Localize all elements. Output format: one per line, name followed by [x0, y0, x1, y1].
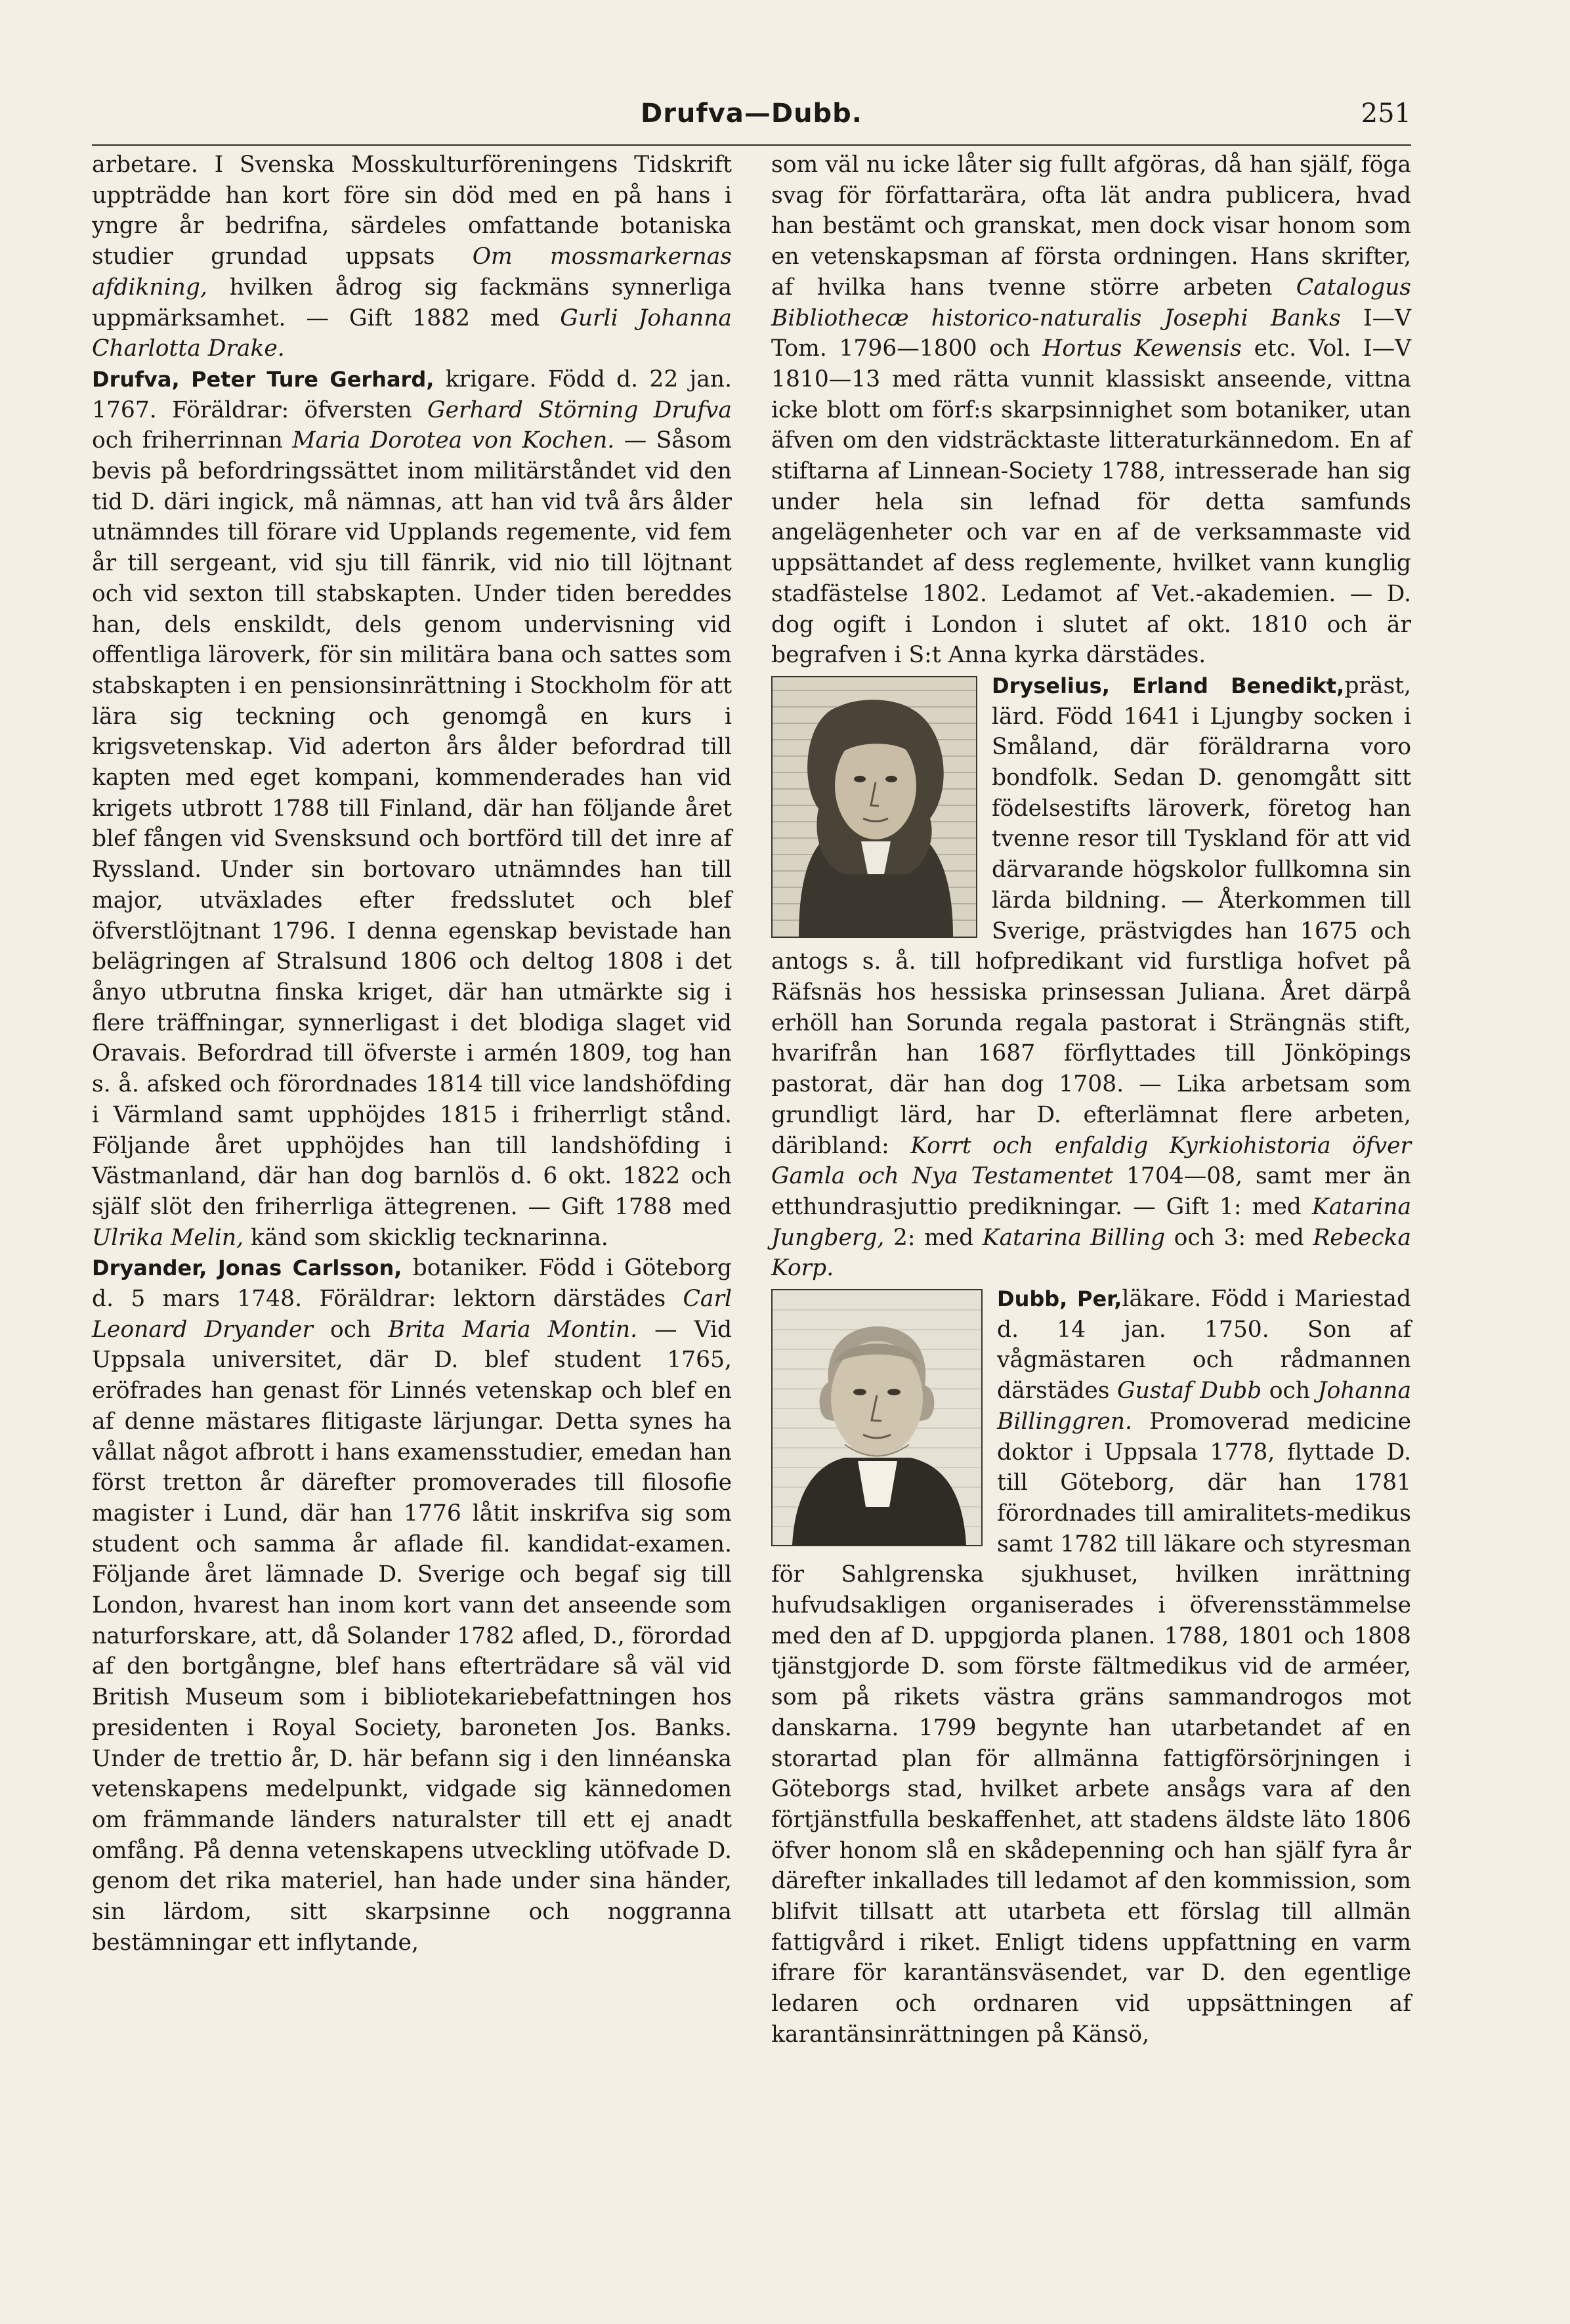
entry-dubb: Dubb, Per, läkare. Född i Mariestad d. 14 jan. 1750. Son af vågmästaren och rådmannen därstädes Gustaf Dubb och Johanna Billinggren. Promoverad medicine doktor i Uppsala 1778, flyttade D. till Göteborg, där han 1781 förordnades till amiralitets-medikus samt 1782 till läkare och styresman för Sahlgrenska sjukhuset, hvilken inrättning hufvudsakligen organiserades i öfverensstämmelse med den af D. uppgjorda planen. 1788, 1801 och 1808 tjänstgjorde D. som förste fältmedikus vid de arméer, som på rikets västra gräns sammandrogos mot danskarna. 1799 begynte han utarbetandet af en storartad plan för allmänna fattigförsörjningen i Göteborgs stad, hvilket arbete ansågs vara af den förtjänstfulla beskaffenhet, att stadens äldste läto 1806 öfver honom slå en skådepenning och han själf fyra år därefter inkallades till ledamot af den kommission, som blifvit tillsatt att utarbeta ett förslag till allmän fattigvård i riket. Enligt tidens uppfattning en varm ifrare för karantänsväsendet, var D. den egentlige ledaren och ordnaren vid uppsättningen af karantänsinrättningen på Känsö, — [771, 1286, 1412, 2048]
portrait-dryselius — [771, 676, 977, 938]
running-title: Drufva—Dubb. — [640, 98, 862, 129]
entry-dryander-continued: som väl nu icke låter sig fullt afgöras, då han själf, föga svag för författarära, ofta lät andra publicera, hvad han bestämt och granskat, men dock visar honom som en vetenskapsman af första ordningen. Hans skrifter, af hvilka hans tvenne större arbeten Catalogus Bibliothecæ historico-naturalis Josephi Banks I—V Tom. 1796—1800 och Hortus Kewensis etc. Vol. I—V 1810—13 med rätta vunnit klassiskt anseende, vittna icke blott om förf:s skarpsinnighet som botaniker, utan äfven om den vidsträcktaste litteraturkännedom. En af stiftarna af Linnean-Society 1788, intresserade han sig under hela sin lefnad för detta samfunds angelägenheter och var en af de verksammaste vid uppsättandet af dess reglemente, hvilket vann kunglig stadfästelse 1802. Ledamot af Vet.-akademien. — D. dog ogift i London i slutet af okt. 1810 och är begrafven i S:t Anna kyrka därstädes. — [771, 152, 1412, 669]
portrait-dubb — [771, 1289, 983, 1546]
entry-dryander: Dryander, Jonas Carlsson, botaniker. Född i Göteborg d. 5 mars 1748. Föräldrar: lektorn därstädes Carl Leonard Dryander och Brita Maria Montin. — Vid Uppsala universitet, där D. blef student 1765, eröfrades han genast för Linnés vetenskap och blef en af denne mästares flitigaste lärjungar. Detta synes ha vållat något afbrott i hans examensstudier, emedan han först tretton år därefter promoverades till filosofie magister i Lund, där han 1776 låtit inskrifva sig som student och samma år aflade fil. kandidat-examen. Följande året lämnade D. Sverige och begaf sig till London, hvarest han inom kort vann det anseende som naturforskare, att, då Solander 1782 afled, D., förordad af den bortgångne, blef hans efterträdare så väl vid British Museum som i bibliotekariebefattningen hos presidenten i Royal Society, baroneten Jos. Banks. Under de trettio år, D. här befann sig i den linnéanska vetenskapens medelpunkt, vidgade sig kännedomen om främmande länders naturalster till ett ej anadt omfång. På denna vetenskapens utveckling utöfvade D. genom det rika materiel, han hade under sina händer, sin lärdom, sitt skarpsinne och noggranna bestämningar ett inflytande, — [92, 1255, 732, 1956]
entry-name-dubb: Dubb, Per, — [997, 1286, 1122, 1312]
entry-drufva: Drufva, Peter Ture Gerhard, krigare. Född d. 22 jan. 1767. Föräldrar: öfversten Gerhard Störning Drufva och friherrinnan Maria Dorotea von Kochen. — Såsom bevis på befordringssättet inom militärståndet vid den tid D. däri ingick, må nämnas, att han vid två års ålder utnämndes till förare vid Upplands regemente, vid fem år till sergeant, vid sju till fänrik, vid nio till löjtnant och vid sexton till stabskapten. Under tiden bereddes han, dels enskildt, dels genom undervisning vid offentliga läroverk, för sin militära bana och sattes som stabskapten i en pensionsinrättning i Stockholm för att lära sig teckning och genomgå en kurs i krigsvetenskap. Vid aderton års ålder befordrad till kapten med eget kompani, kommenderades han vid krigets utbrott 1788 till Finland, där han följande året blef fången vid Svensksund och bortförd till det inre af Ryssland. Under sin bortovaro utnämndes han till major, utväxlades efter fredsslutet och blef öfverstlöjtnant 1796. I denna egenskap bevistade han belägringen af Stralsund 1806 och deltog 1808 i det ånyo utbrutna finska kriget, där han utmärkte sig i flere träffningar, synnerligast i det blodiga slaget vid Oravais. Befordrad till öfverste i armén 1809, tog han s. å. afsked och förordnades 1814 till vice landshöfding i Värmland samt upphöjdes 1815 i friherrligt stånd. Följande året upphöjdes han till landshöfding i Västmanland, där han dog barnlös d. 6 okt. 1822 och själf slöt den friherrliga ättegrenen. — Gift 1788 med Ulrika Melin, känd som skicklig tecknarinna. — [92, 366, 732, 1251]
entry-continuation: arbetare. I Svenska Mosskulturföreningens Tidskrift uppträdde han kort före sin död med en på hans i yngre år bedrifna, särdeles omfattande botaniska studier grundad uppsats Om mossmarkernas afdikning, hvilken ådrog sig fackmäns synnerliga uppmärksamhet. — Gift 1882 med Gurli Johanna Charlotta Drake. — [92, 152, 732, 362]
entry-name-dryselius: Dryselius, Erland Benedikt, — [992, 673, 1345, 698]
left-column — [92, 150, 732, 1958]
page-header — [92, 98, 1411, 144]
right-column — [771, 150, 1411, 2050]
entry-name-drufva: Drufva, Peter Ture Gerhard, — [92, 366, 435, 392]
entry-name-dryander: Dryander, Jonas Carlsson, — [92, 1256, 402, 1281]
header-rule — [92, 144, 1411, 146]
entry-dryselius: Dryselius, Erland Benedikt, präst, lärd. Född 1641 i Ljungby socken i Småland, där föräldrarna voro bondfolk. Sedan D. genomgått sitt födelsestifts läroverk, företog han tvenne resor till Tyskland för att vid därvarande högskolor fullkomna sin lärda bildning. — Återkommen till Sverige, prästvigdes han 1675 och antogs s. å. till hofpredikant vid furstliga hofvet på Räfsnäs hos hessiska prinsessan Juliana. Året därpå erhöll han Sorunda regala pastorat i Strängnäs stift, hvarifrån han 1687 förflyttades till Jönköpings pastorat, där han dog 1708. — Lika arbetsam som grundligt lärd, har D. efterlämnat flere arbeten, däribland: Korrt och enfaldig Kyrkiohistoria öfver Gamla och Nya Testamentet 1704—08, samt mer än etthundrasjuttio predikningar. — Gift 1: med Katarina Jungberg, 2: med Katarina Billing och 3: med Rebecka Korp. — [771, 672, 1412, 1282]
page-number: 251 — [1361, 98, 1411, 129]
